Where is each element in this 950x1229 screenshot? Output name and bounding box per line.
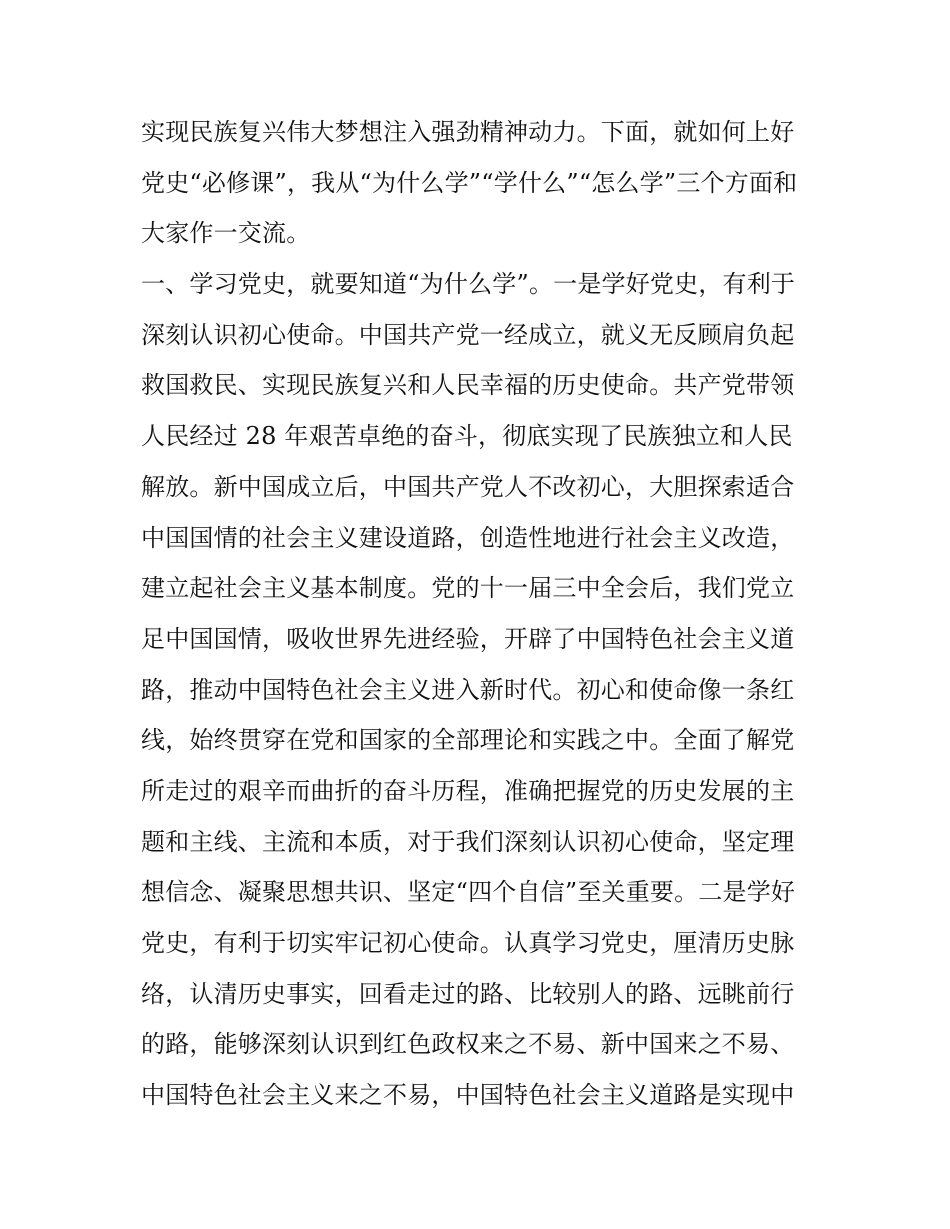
text-line: 人民经过 28 年艰苦卓绝的奋斗，彻底实现了民族独立和人民 [141, 422, 793, 451]
text-line: 党史，有利于切实牢记初心使命。认真学习党史，厘清历史脉 [141, 929, 795, 957]
text-line: 实现民族复兴伟大梦想注入强劲精神动力。下面，就如何上好 [141, 118, 795, 146]
text-line: 络，认清历史事实，回看走过的路、比较别人的路、远眺前行 [141, 979, 795, 1008]
text-line: 的路，能够深刻认识到红色政权来之不易、新中国来之不易、 [141, 1030, 795, 1059]
text-line: 一、学习党史，就要知道“为什么学”。一是学好党史，有利于 [141, 270, 796, 299]
text-line: 所走过的艰辛而曲折的奋斗历程，准确把握党的历史发展的主 [141, 776, 795, 805]
text-line: 中国国情的社会主义建设道路，创造性地进行社会主义改造， [141, 523, 795, 552]
text-line: 线，始终贯穿在党和国家的全部理论和实践之中。全面了解党 [141, 726, 795, 755]
text-line: 中国特色社会主义来之不易，中国特色社会主义道路是实现中 [141, 1081, 795, 1110]
text-line: 题和主线、主流和本质，对于我们深刻认识初心使命，坚定理 [141, 827, 795, 856]
text-line: 深刻认识初心使命。中国共产党一经成立，就义无反顾肩负起 [141, 320, 795, 349]
body-text [141, 107, 821, 1121]
text-line: 大家作一交流。 [141, 219, 311, 248]
text-line: 路，推动中国特色社会主义进入新时代。初心和使命像一条红 [141, 675, 795, 704]
text-line: 救国救民、实现民族复兴和人民幸福的历史使命。共产党带领 [141, 371, 795, 400]
text-line: 足中国国情，吸收世界先进经验，开辟了中国特色社会主义道 [141, 624, 795, 653]
text-line: 建立起社会主义基本制度。党的十一届三中全会后，我们党立 [141, 574, 795, 603]
text-line: 党史“必修课”，我从“为什么学”“学什么”“怎么学”三个方面和 [141, 168, 798, 197]
text-line: 想信念、凝聚思想共识、坚定“四个自信”至关重要。二是学好 [141, 878, 796, 907]
text-line: 解放。新中国成立后，中国共产党人不改初心，大胆探索适合 [141, 472, 795, 501]
